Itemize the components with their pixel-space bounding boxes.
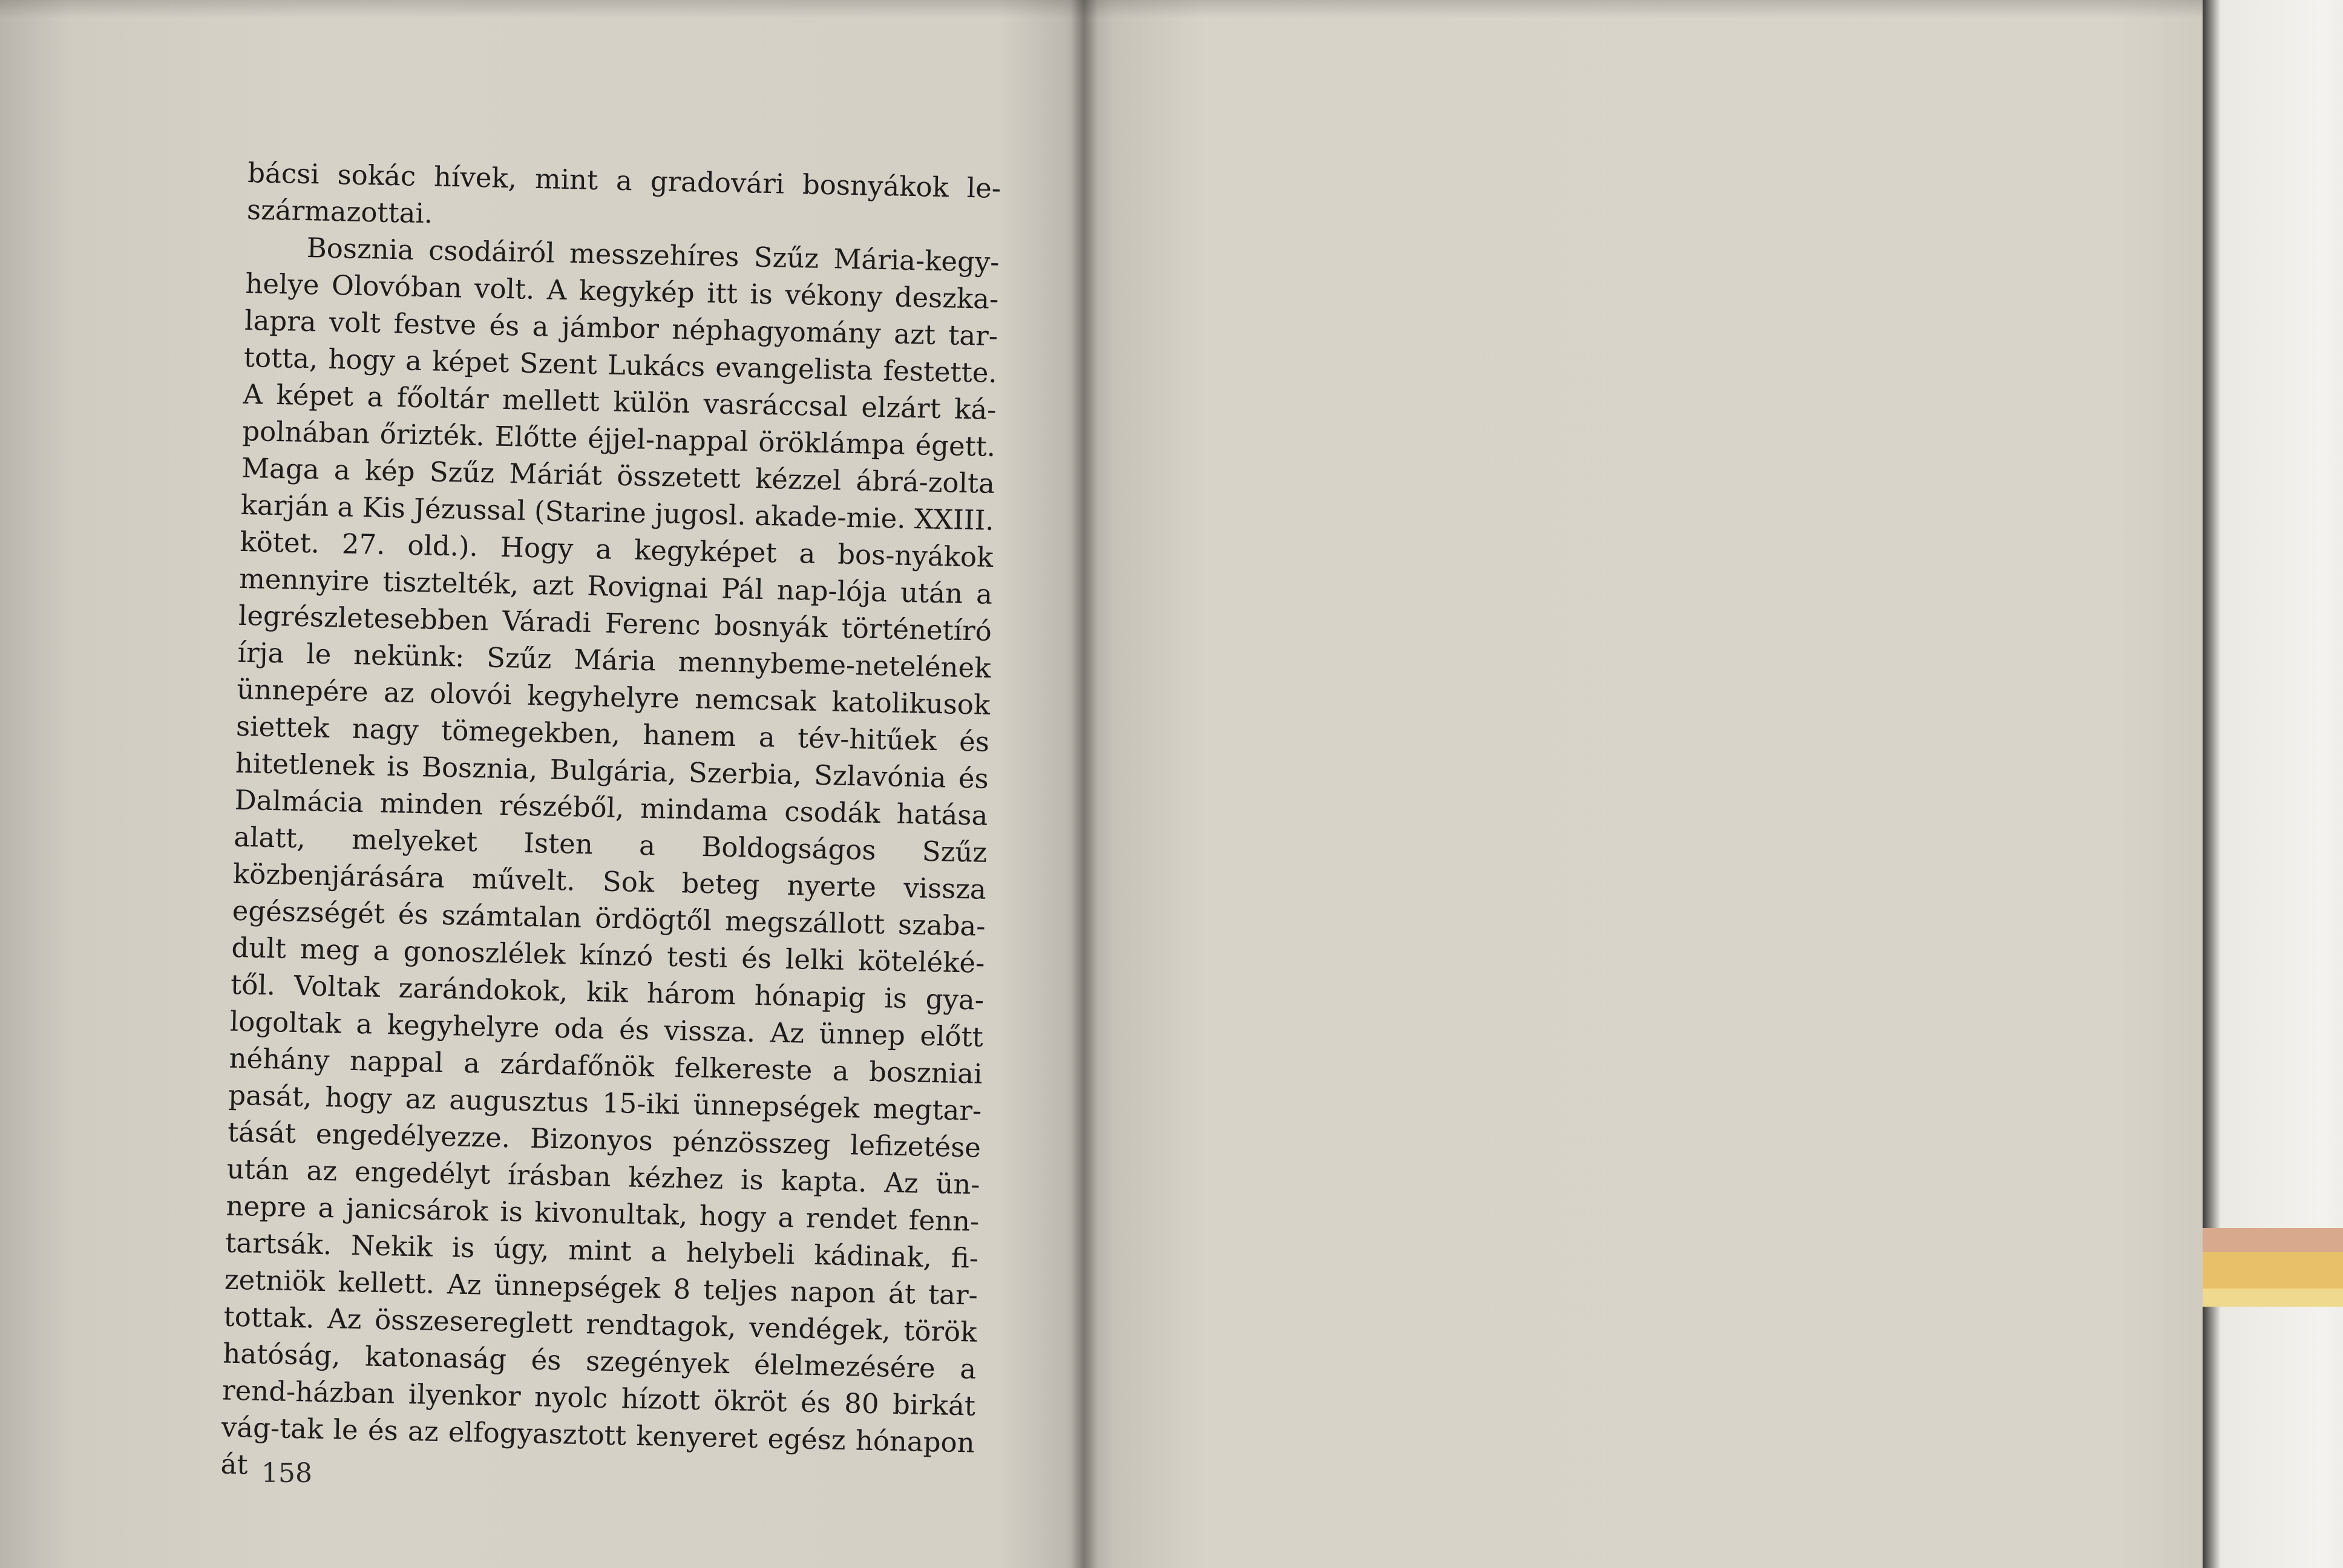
background-paper [2203,0,2343,1568]
paragraph: Bosznia csodáiról messzehíres Szűz Mária-kegy-helye Olovóban volt. A kegykép itt is vékony deszka-lapra volt festve és a jámbor néphagyomány azt tar-totta, hogy a képet Szent Lukács evangelista festette. A képet a főoltár mellett külön vasráccsal elzárt ká-polnában őrizték. Előtte éjjel-nappal öröklámpa égett. Maga a kép Szűz Máriát összetett kézzel ábrá-zolta karján a Kis Jézussal (Starine jugosl. akade-mie. XXIII. kötet. 27. old.). Hogy a kegyképet a bos-nyákok mennyire tisztelték, azt Rovignai Pál nap-lója után a legrészletesebben Váradi Ferenc bosnyák történetíró írja le nekünk: Szűz Mária mennybeme-netelének ünnepére az olovói kegyhelyre nemcsak katolikusok siettek nagy tömegekben, hanem a tév-hitűek és hitetlenek is Bosznia, Bulgária, Szerbia, Szlavónia és Dalmácia minden részéből, mindama csodák hatása alatt, melyeket Isten a Boldogságos Szűz közbenjárására művelt. Sok beteg nyerte vissza egészségét és számtalan ördögtől megszállott szaba-dult meg a gonoszlélek kínzó testi és lelki köteléké-től. Voltak zarándokok, kik három hónapig is gya-logoltak a kegyhelyre oda és vissza. Az ünnep előtt néhány nappal a zárdafőnök felkereste a boszniai pasát, hogy az augusztus 15-iki ünnepségek megtar-tását engedélyezze. Bizonyos pénzösszeg lefizetése után az engedélyt írásban kézhez is kapta. Az ün-nepre a janicsárok is kivonultak, hogy a rendet fenn-tartsák. Nekik is úgy, mint a helybeli kádinak, fi-zetniök kellett. Az ünnepségek 8 teljes napon át tar-tottak. Az összesereglett rendtagok, vendégek, török hatóság, katonaság és szegények élelmezésére a rend-házban ilyenkor nyolc hízott ökröt és 80 birkát vág-tak le és az elfogyasztott kenyeret egész hónapon át [220,232,1000,1481]
top-shadow [0,0,2203,18]
left-page [0,0,1083,1568]
book-gutter [1071,0,1098,1568]
page-number-left: 158 [261,1458,312,1489]
background-stripe [2203,1289,2343,1307]
paragraph: bácsi sokác hívek, mint a gradovári bosnyákok le-származottai. [246,156,1001,230]
background-stripe [2203,1252,2343,1289]
right-page [1083,0,2203,1568]
left-page-text [220,154,1001,1498]
background-stripe [2203,1228,2343,1252]
